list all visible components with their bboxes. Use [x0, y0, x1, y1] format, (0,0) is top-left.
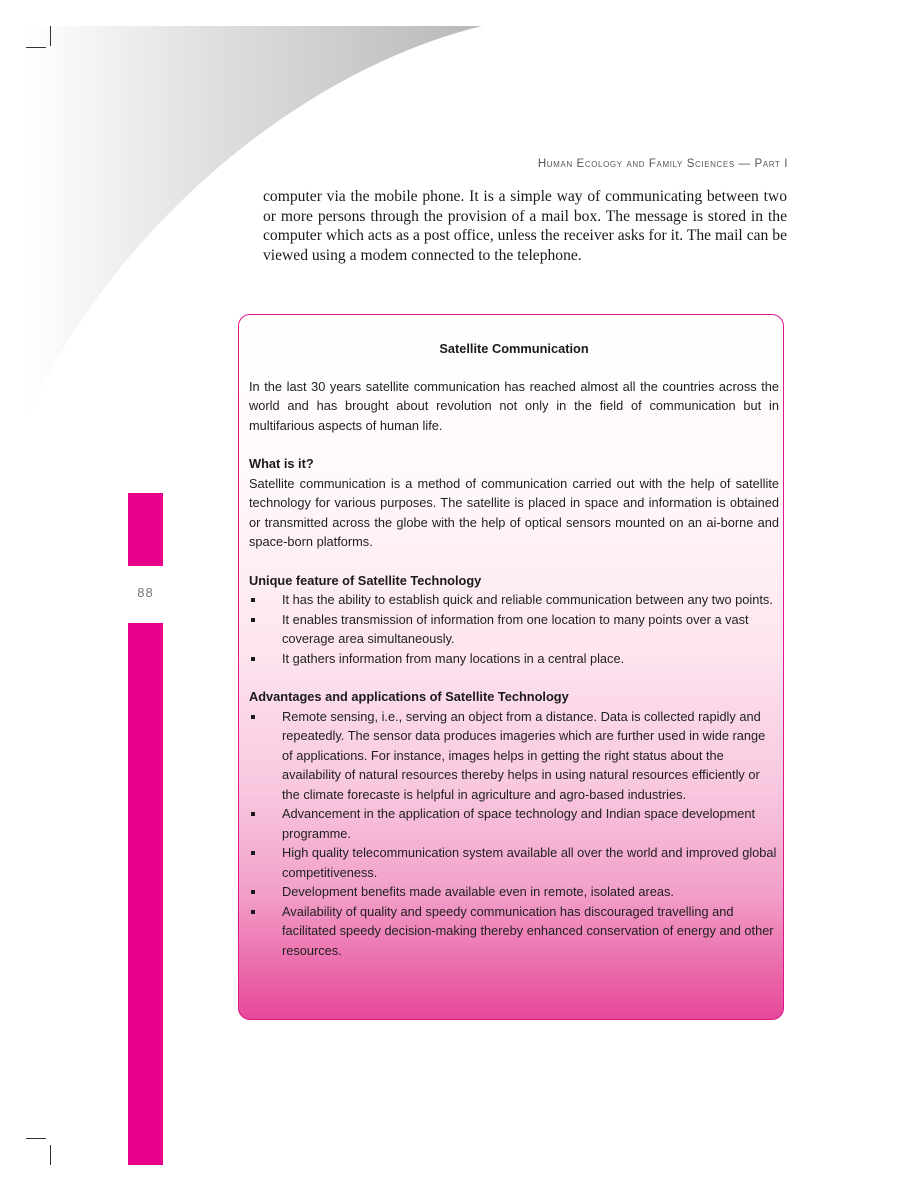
list-item: It has the ability to establish quick and reliable communication between any two points.: [249, 590, 779, 610]
list-item: Development benefits made available even in remote, isolated areas.: [249, 882, 779, 902]
satellite-communication-box: [238, 314, 784, 1020]
box-intro: In the last 30 years satellite communication has reached almost all the countries across the world and has brought about revolution not only in the field of communication but in multifarious aspects of human life.: [249, 378, 779, 433]
page-number: 88: [137, 585, 154, 600]
advantages-list: [249, 707, 779, 961]
crop-mark-top-vertical: [50, 26, 51, 46]
list-item: It enables transmission of information from one location to many points over a vast coverage area simultaneously.: [249, 610, 779, 649]
list-item: High quality telecommunication system available all over the world and improved global competitiveness.: [249, 843, 779, 882]
box-title: Satellite Communication: [439, 341, 589, 356]
running-header: Human Ecology and Family Sciences — Part I: [537, 158, 788, 170]
what-heading: What is it?: [249, 456, 314, 471]
list-item: Availability of quality and speedy communication has discouraged travelling and facilitated speedy decision-making thereby enhanced conservation of energy and other resources.: [249, 902, 779, 961]
list-item: It gathers information from many locations in a central place.: [249, 649, 779, 669]
unique-heading: Unique feature of Satellite Technology: [249, 572, 482, 588]
crop-mark-bottom-vertical: [50, 1145, 51, 1165]
unique-list: [249, 590, 779, 668]
margin-bar-top: [128, 493, 163, 566]
crop-mark-bottom-horizontal: [26, 1138, 46, 1139]
what-text: Satellite communication is a method of communication carried out with the help of satellite technology for various purposes. The satellite is placed in space and information is obtained or transmitted across the globe with the help of optical sensors mounted on an ai-borne and space-born platforms.: [249, 475, 779, 549]
box-content: [249, 339, 779, 960]
advantages-heading: Advantages and applications of Satellite Technology: [249, 689, 569, 704]
crop-mark-top-horizontal: [26, 47, 46, 48]
list-item: Remote sensing, i.e., serving an object from a distance. Data is collected rapidly and repeatedly. The sensor data produces imageries which are further used in wide range of applications. For instance, images helps in getting the right status about the availability of natural resources thereby helps in using natural resources efficiently or the climate forecaste is helpful in agriculture and agro-based industries.: [249, 707, 779, 805]
margin-bar-bottom: [128, 623, 163, 1165]
list-item: Advancement in the application of space technology and Indian space development programme.: [249, 804, 779, 843]
intro-paragraph: computer via the mobile phone. It is a simple way of communicating between two or more persons through the provision of a mail box. The message is stored in the computer which acts as a post office, unless the receiver asks for it. The mail can be viewed using a modem connected to the telephone.: [263, 188, 787, 264]
